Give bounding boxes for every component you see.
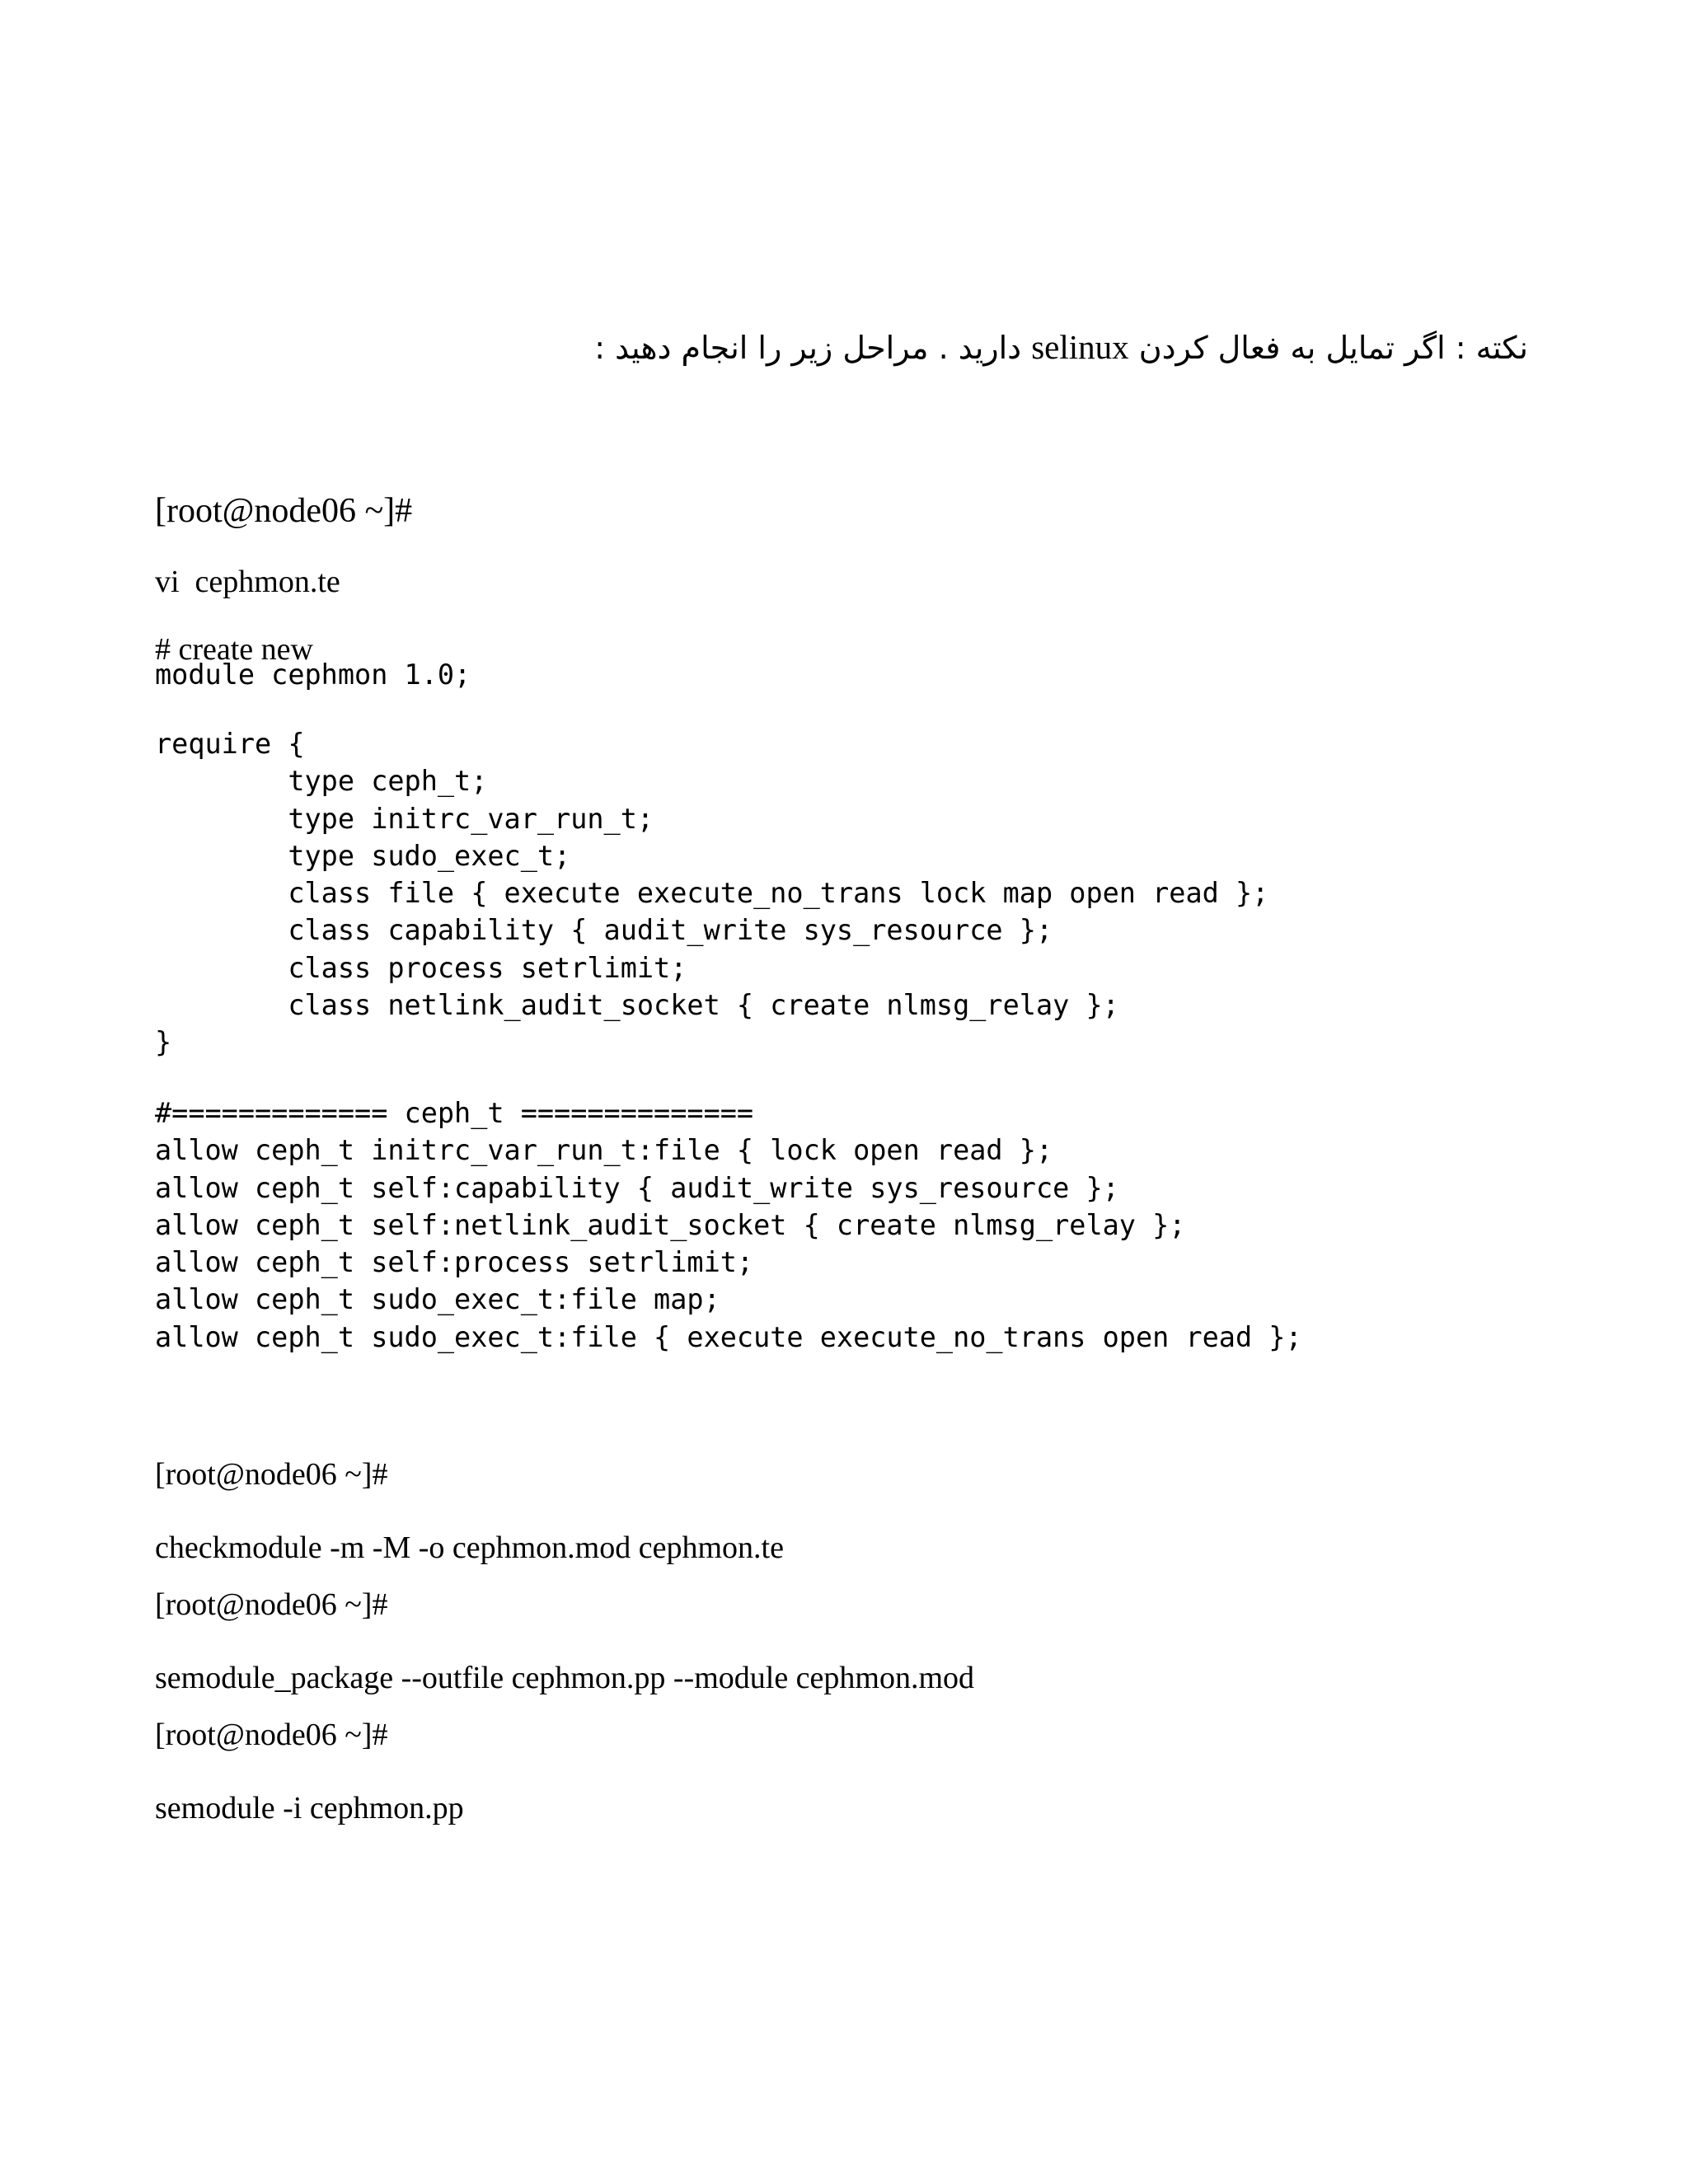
step1-comment: # create new	[155, 632, 313, 667]
step4-prompt: [root@node06 ~]#	[155, 1718, 388, 1752]
step3-prompt: [root@node06 ~]#	[155, 1587, 388, 1622]
module-declaration: module cephmon 1.0;	[155, 658, 471, 691]
step1-command: vi cephmon.te	[155, 565, 340, 599]
require-block: require { type ceph_t; type initrc_var_run_t; type sudo_exec_t; class file { execute execute_no_trans lock map open read }; class capability { audit_write sys_resource }; class process setrlimit; class netlink_audit_socket { create nlmsg_relay }; }	[155, 728, 1269, 1059]
step1-prompt: [root@node06 ~]#	[155, 492, 413, 530]
step4-block	[155, 1684, 464, 1860]
step4-command: semodule -i cephmon.pp	[155, 1791, 464, 1825]
step2-prompt: [root@node06 ~]#	[155, 1457, 388, 1492]
note-keyword: selinux	[1031, 328, 1129, 366]
step3-command: semodule_package --outfile cephmon.pp --module cephmon.mod	[155, 1661, 975, 1695]
note-text-before: نکته : اگر تمایل به فعال کردن	[1128, 330, 1528, 366]
note-text-after: دارید . مراحل زیر را انجام دهید :	[594, 330, 1032, 366]
allow-rules-block: #============= ceph_t ============== allow ceph_t initrc_var_run_t:file { lock open read }; allow ceph_t self:capability { audit_write sys_resource }; allow ceph_t self:netlink_audit_socket { create nlmsg_relay }; allow ceph_t self:process setrlimit; allow ceph_t sudo_exec_t:file map; allow ceph_t sudo_exec_t:file { execute execute_no_trans open read };	[155, 1097, 1302, 1353]
selinux-note	[594, 326, 1528, 369]
step2-command: checkmodule -m -M -o cephmon.mod cephmon.te	[155, 1530, 784, 1565]
